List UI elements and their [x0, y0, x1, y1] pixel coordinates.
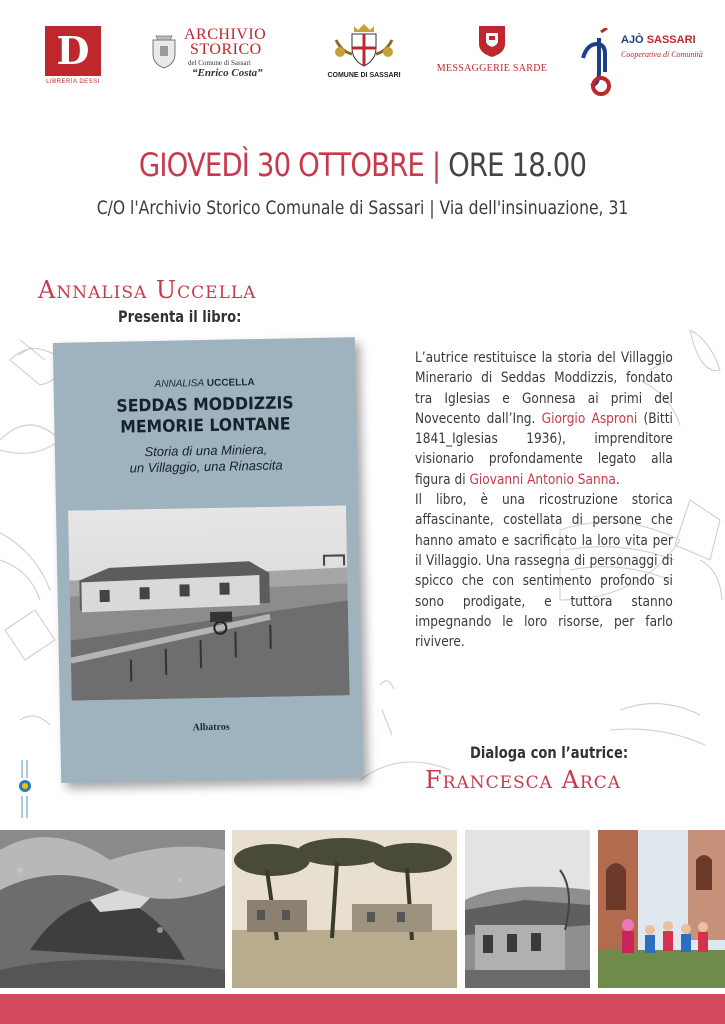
mine-landscape-photo	[0, 830, 225, 988]
sponsor-logos	[0, 18, 725, 100]
book-title-line2: MEMORIE LONTANE	[120, 414, 291, 438]
book-cover-photo	[68, 505, 350, 700]
presents-label: Presenta il libro:	[118, 307, 242, 326]
book-subtitle-line2: un Villaggio, una Rinascita	[129, 457, 283, 476]
archivio-line4: “Enrico Costa”	[192, 67, 263, 79]
village-trees-photo	[232, 830, 457, 988]
crest-icon	[150, 34, 178, 70]
archivio-line3: del Comune di Sassari	[188, 59, 251, 67]
book-title-line1: SEDDAS MODDIZZIS	[116, 393, 294, 417]
ajo-name	[621, 34, 696, 46]
book-author-last: UCCELLA	[206, 377, 255, 389]
libreria-dessi-logo	[45, 26, 101, 90]
book-subtitle-line1: Storia di una Miniera,	[144, 441, 268, 460]
description-name-asproni: Giorgio Asproni	[541, 410, 638, 427]
ajo-sassari-logo	[577, 28, 712, 100]
description-paragraph-1	[415, 348, 673, 490]
event-date: GIOVEDÌ 30 OTTOBRE	[138, 146, 424, 184]
book-publisher: Albatros	[192, 721, 230, 734]
archivio-storico-logo	[150, 26, 280, 86]
book-title	[66, 392, 345, 439]
description-name-sanna: Giovanni Antonio Sanna	[469, 471, 616, 488]
ajo-monogram-icon	[577, 28, 619, 98]
description-p1-part-a: L’autrice restituisce la storia del Villaggio Minerario di Seddas Moddizzis, fondato tra Iglesias e Gonnesa ai primi del Novecento dall’Ing.	[415, 350, 673, 427]
visitors-photo	[598, 830, 725, 988]
ajo-name-red: SASSARI	[646, 34, 696, 46]
event-venue: C/O l'Archivio Storico Comunale di Sassari | Via dell'insinuazione, 31	[96, 197, 629, 219]
event-time: ORE 18.00	[448, 146, 587, 184]
ruins-photo	[465, 830, 590, 988]
messaggerie-caption: MESSAGGERIE SARDE	[436, 63, 548, 74]
book-cover	[53, 337, 363, 783]
book-description	[415, 348, 673, 652]
bottom-accent-bar	[0, 994, 725, 1024]
ajo-subtitle: Cooperativa di Comunità	[621, 50, 703, 59]
event-separator: |	[431, 146, 441, 184]
shield-icon	[477, 24, 507, 58]
ajo-name-blue: AJÒ	[621, 34, 644, 46]
comune-di-sassari-logo	[325, 22, 403, 92]
moderator-name: Francesca Arca	[425, 766, 621, 794]
event-date-time	[51, 146, 675, 184]
archivio-line1: ARCHIVIO	[184, 26, 267, 43]
printer-badge	[18, 758, 32, 820]
description-paragraph-2: Il libro, è una ricostruzione storica affascinante, costellata di persone che hanno amato e sacrificato la loro vita per il Villaggio. Una rassegna di personaggi di spicco che con sentimento profondo si sono prodigate, e tuttora stanno impegnando le loro risorse, per farlo rivivere.	[415, 492, 673, 651]
book-author-first: ANNALISA	[154, 378, 205, 390]
author-name: Annalisa Uccella	[38, 276, 257, 304]
description-p1-part-c: .	[615, 471, 620, 488]
book-author	[54, 375, 356, 392]
messaggerie-sarde-logo	[430, 24, 554, 90]
coat-of-arms-icon	[332, 22, 396, 70]
dessi-caption: LIBRERIA DESSI	[46, 79, 100, 85]
archivio-line2: STORICO	[190, 41, 262, 58]
dialogue-label: Dialoga con l’autrice:	[470, 743, 629, 762]
dessi-initial: D	[56, 28, 90, 73]
comune-caption: COMUNE DI SASSARI	[327, 72, 401, 79]
book-subtitle	[55, 440, 358, 478]
description-p1-part-b: (Bitti 1841_Iglesias 1936), imprenditore visionario profondamente legato alla figura di	[415, 410, 673, 488]
